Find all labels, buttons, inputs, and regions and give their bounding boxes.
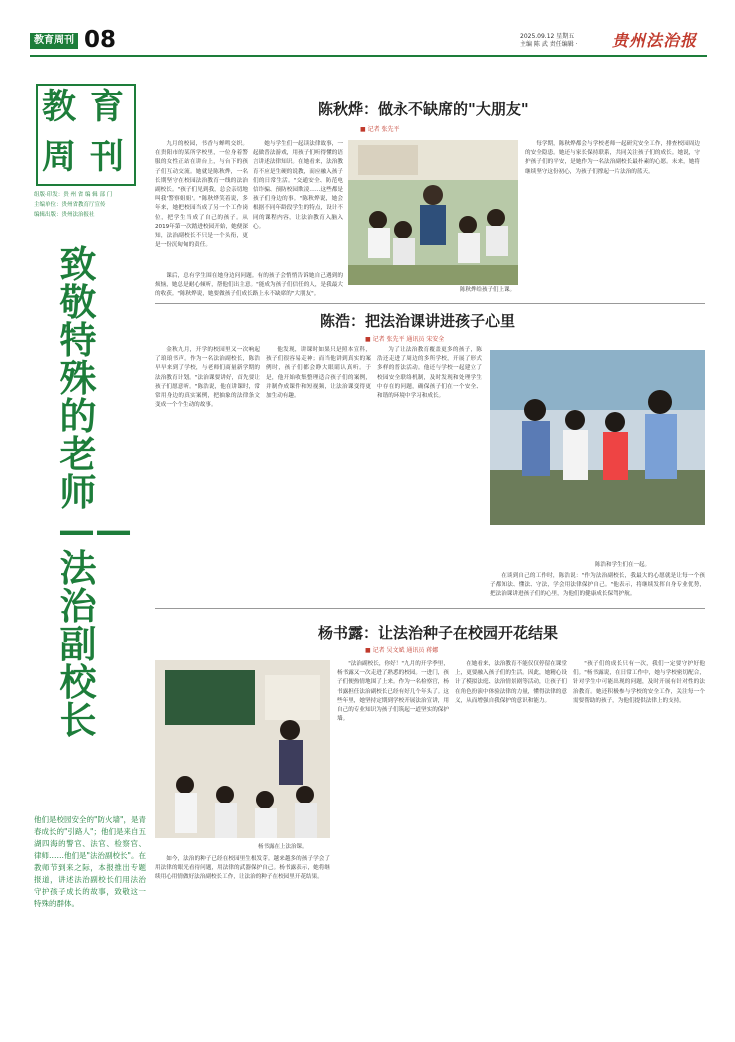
- masthead-char: 周: [42, 137, 76, 177]
- article-2-caption: 陈浩和学生们在一起。: [595, 562, 651, 568]
- editor-line: 主编 陈 武 责任编辑 ·: [520, 41, 578, 48]
- article-1-col-2: 她与学生们一起读法律故事，一起做普法游戏，用孩子们听得懂的语言讲述法律知识。在她看来，法治教育不应是生硬的说教，而应融入孩子们的日常生活。"交通安全、防范电信诈骗、预防校园欺凌……这些都是孩子们身边的事。"陈秋烨说，她会根据不同年龄段学生的特点，设计不同的课程内容，让法治教育入脑入心。: [253, 141, 343, 230]
- header-rule: [30, 55, 707, 57]
- masthead-char: 教: [42, 87, 76, 127]
- newspaper-logo: 贵州法治报: [612, 31, 698, 50]
- article-3-byline: ■ 记者 吴文斌 通讯员 蒋娜: [365, 647, 439, 654]
- article-2-col-4: 在谈到自己的工作时，陈浩说："作为法治副校长，我最大的心愿就是让每一个孩子都知法、懂法、守法，学会用法律保护自己。"他表示，将继续发挥自身专业优势，把法治课讲进孩子们的心里，为他们的健康成长保驾护航。: [490, 573, 705, 598]
- article-divider: [155, 303, 705, 304]
- officer-students-photo-icon: [490, 350, 705, 525]
- article-1-title: 陈秋烨：做永不缺席的"大朋友": [318, 100, 529, 118]
- article-3-title: 杨书露：让法治种子在校园开花结果: [318, 624, 559, 642]
- credit-line: 主编单位：贵州省教育厅宣传: [34, 202, 106, 208]
- issue-date: 2025.09.12 星期五: [520, 33, 575, 40]
- article-3-col-3: "孩子们的成长只有一次，我们一定要守护好他们。"杨书露说，在日常工作中，她与学校密切配合，针对学生中可能出现的问题，及时开展有针对性的法治教育。她还积极参与学校的安全工作，关注每一个需要帮助的孩子，为他们提供法律上的支持。: [573, 661, 705, 704]
- article-2-title: 陈浩：把法治课讲进孩子心里: [320, 312, 516, 330]
- article-1-byline: ■ 记者 张先平: [360, 126, 400, 133]
- credits: [34, 190, 144, 220]
- page-number: 08: [84, 27, 117, 53]
- lecture-photo-icon: [155, 660, 330, 838]
- masthead-char: 育: [90, 87, 124, 127]
- article-1-col-3: 课后，总有学生围在她身边问问题。有的孩子会悄悄告诉她自己遇到的烦恼，她总是耐心倾听，帮他们出主意。"能成为孩子们信任的人，是我最大的收获。"陈秋烨说，她要做孩子们成长路上永不缺席的"大朋友"。: [155, 273, 343, 298]
- header-date: [520, 33, 610, 49]
- article-1-photo: [348, 140, 518, 285]
- article-3-col-4: 如今，法治的种子已经在校园里生根发芽。越来越多的孩子学会了用法律的眼光看待问题，用法律的武器保护自己。杨书露表示，她将继续用心用情做好法治副校长工作，让法治的种子在校园里开花结果。: [155, 856, 330, 881]
- article-2-photo: [490, 350, 705, 525]
- article-3-col-1: "法治副校长，你好！"九月的开学季里，杨书露又一次走进了熟悉的校园。一进门，孩子们便热情地围了上来。作为一名检察官，杨书露担任法治副校长已经有好几个年头了。这些年里，她坚持定期到学校开展法治宣讲，用自己的专业知识为孩子们筑起一道坚实的保护墙。: [337, 661, 449, 723]
- credit-line: 组版·印发：贵 州 省 编 辑 部 门: [34, 192, 113, 198]
- credit-line: 编辑出版：贵州法治报社: [34, 212, 95, 218]
- article-divider: [155, 608, 705, 609]
- section-badge: 教育周刊: [30, 33, 78, 49]
- masthead-char: 刊: [90, 137, 124, 177]
- article-3-photo: [155, 660, 330, 838]
- article-3-col-2: 在她看来，法治教育不能仅仅停留在课堂上，更要融入孩子们的生活。因此，她精心设计了模拟法庭、法治情景剧等活动，让孩子们在角色扮演中体验法律的力量，懂得法律的意义，从而增强自我保护的意识和能力。: [455, 661, 567, 704]
- article-1-col-1: 九月的校园，书香与蝉鸣交织。在贵阳市的某所学校里，一位身着警服的女性正站在讲台上，与台下的孩子们互动交流。她就是陈秋烨，一名长期坚守在校园法治教育一线的法治副校长。"孩子们见到我，总会亲切地叫我'警察姐姐'。"陈秋烨笑着说，多年来，她把校园当成了另一个工作岗位，把学生当成了自己的孩子。从2019年第一次踏进校园开始，她便深知，法治副校长不只是一个头衔，更是一份沉甸甸的责任。: [155, 141, 248, 249]
- article-2-col-1: 金秋九月，开学的校园里又一次响起了琅琅书声。作为一名法治副校长，陈浩早早来到了学校，与老师们商量新学期的法治教育计划。"法治课要讲好，首先要让孩子们愿意听。"陈浩说，他在讲课时，常常用身边的真实案例，把抽象的法律条文变成一个个生动的故事。: [155, 347, 260, 409]
- article-2-col-2: 他发现，讲课时如果只是照本宣科，孩子们很容易走神；而当他讲到真实的案例时，孩子们都会睁大眼睛认真听。于是，他开始收集整理适合孩子们的案例，并制作成课件和短视频，让法治课变得更加生动有趣。: [266, 347, 371, 400]
- article-1-col-4: 每学期，陈秋烨都会与学校老师一起研究安全工作，排查校园周边的安全隐患。她还与家长保持联系，共同关注孩子们的成长。她说，守护孩子们的平安，是她作为一名法治副校长最朴素的心愿。未来，她将继续坚守这份初心，为孩子们撑起一片法治的蓝天。: [525, 141, 700, 175]
- feature-intro: 他们是校园安全的"防火墙"，是青春成长的"引路人"；他们是来自五湖四海的警官、法官、检察官、律师……他们是"法治副校长"。在教师节到来之际，本报推出专题报道，讲述法治副校长们用法治守护孩子成长的故事，致敬这一特殊的群体。: [34, 815, 146, 908]
- article-2-byline: ■ 记者 张先平 通讯员 宋安全: [365, 336, 445, 343]
- feature-title: 致敬特殊的老师——法治副校长: [58, 242, 132, 742]
- article-1-caption: 陈秋烨给孩子们上课。: [460, 287, 516, 293]
- masthead: [36, 84, 136, 186]
- article-3-caption: 杨书露在上法治课。: [258, 844, 308, 850]
- classroom-photo-icon: [348, 140, 518, 285]
- article-2-col-3: 为了让法治教育覆盖更多的孩子，陈浩还走进了周边的多所学校，开展了形式多样的普法活动。他还与学校一起建立了校园安全联络机制，及时发现和处理学生中存在的问题，确保孩子们在一个安全、和谐的环境中学习和成长。: [377, 347, 482, 400]
